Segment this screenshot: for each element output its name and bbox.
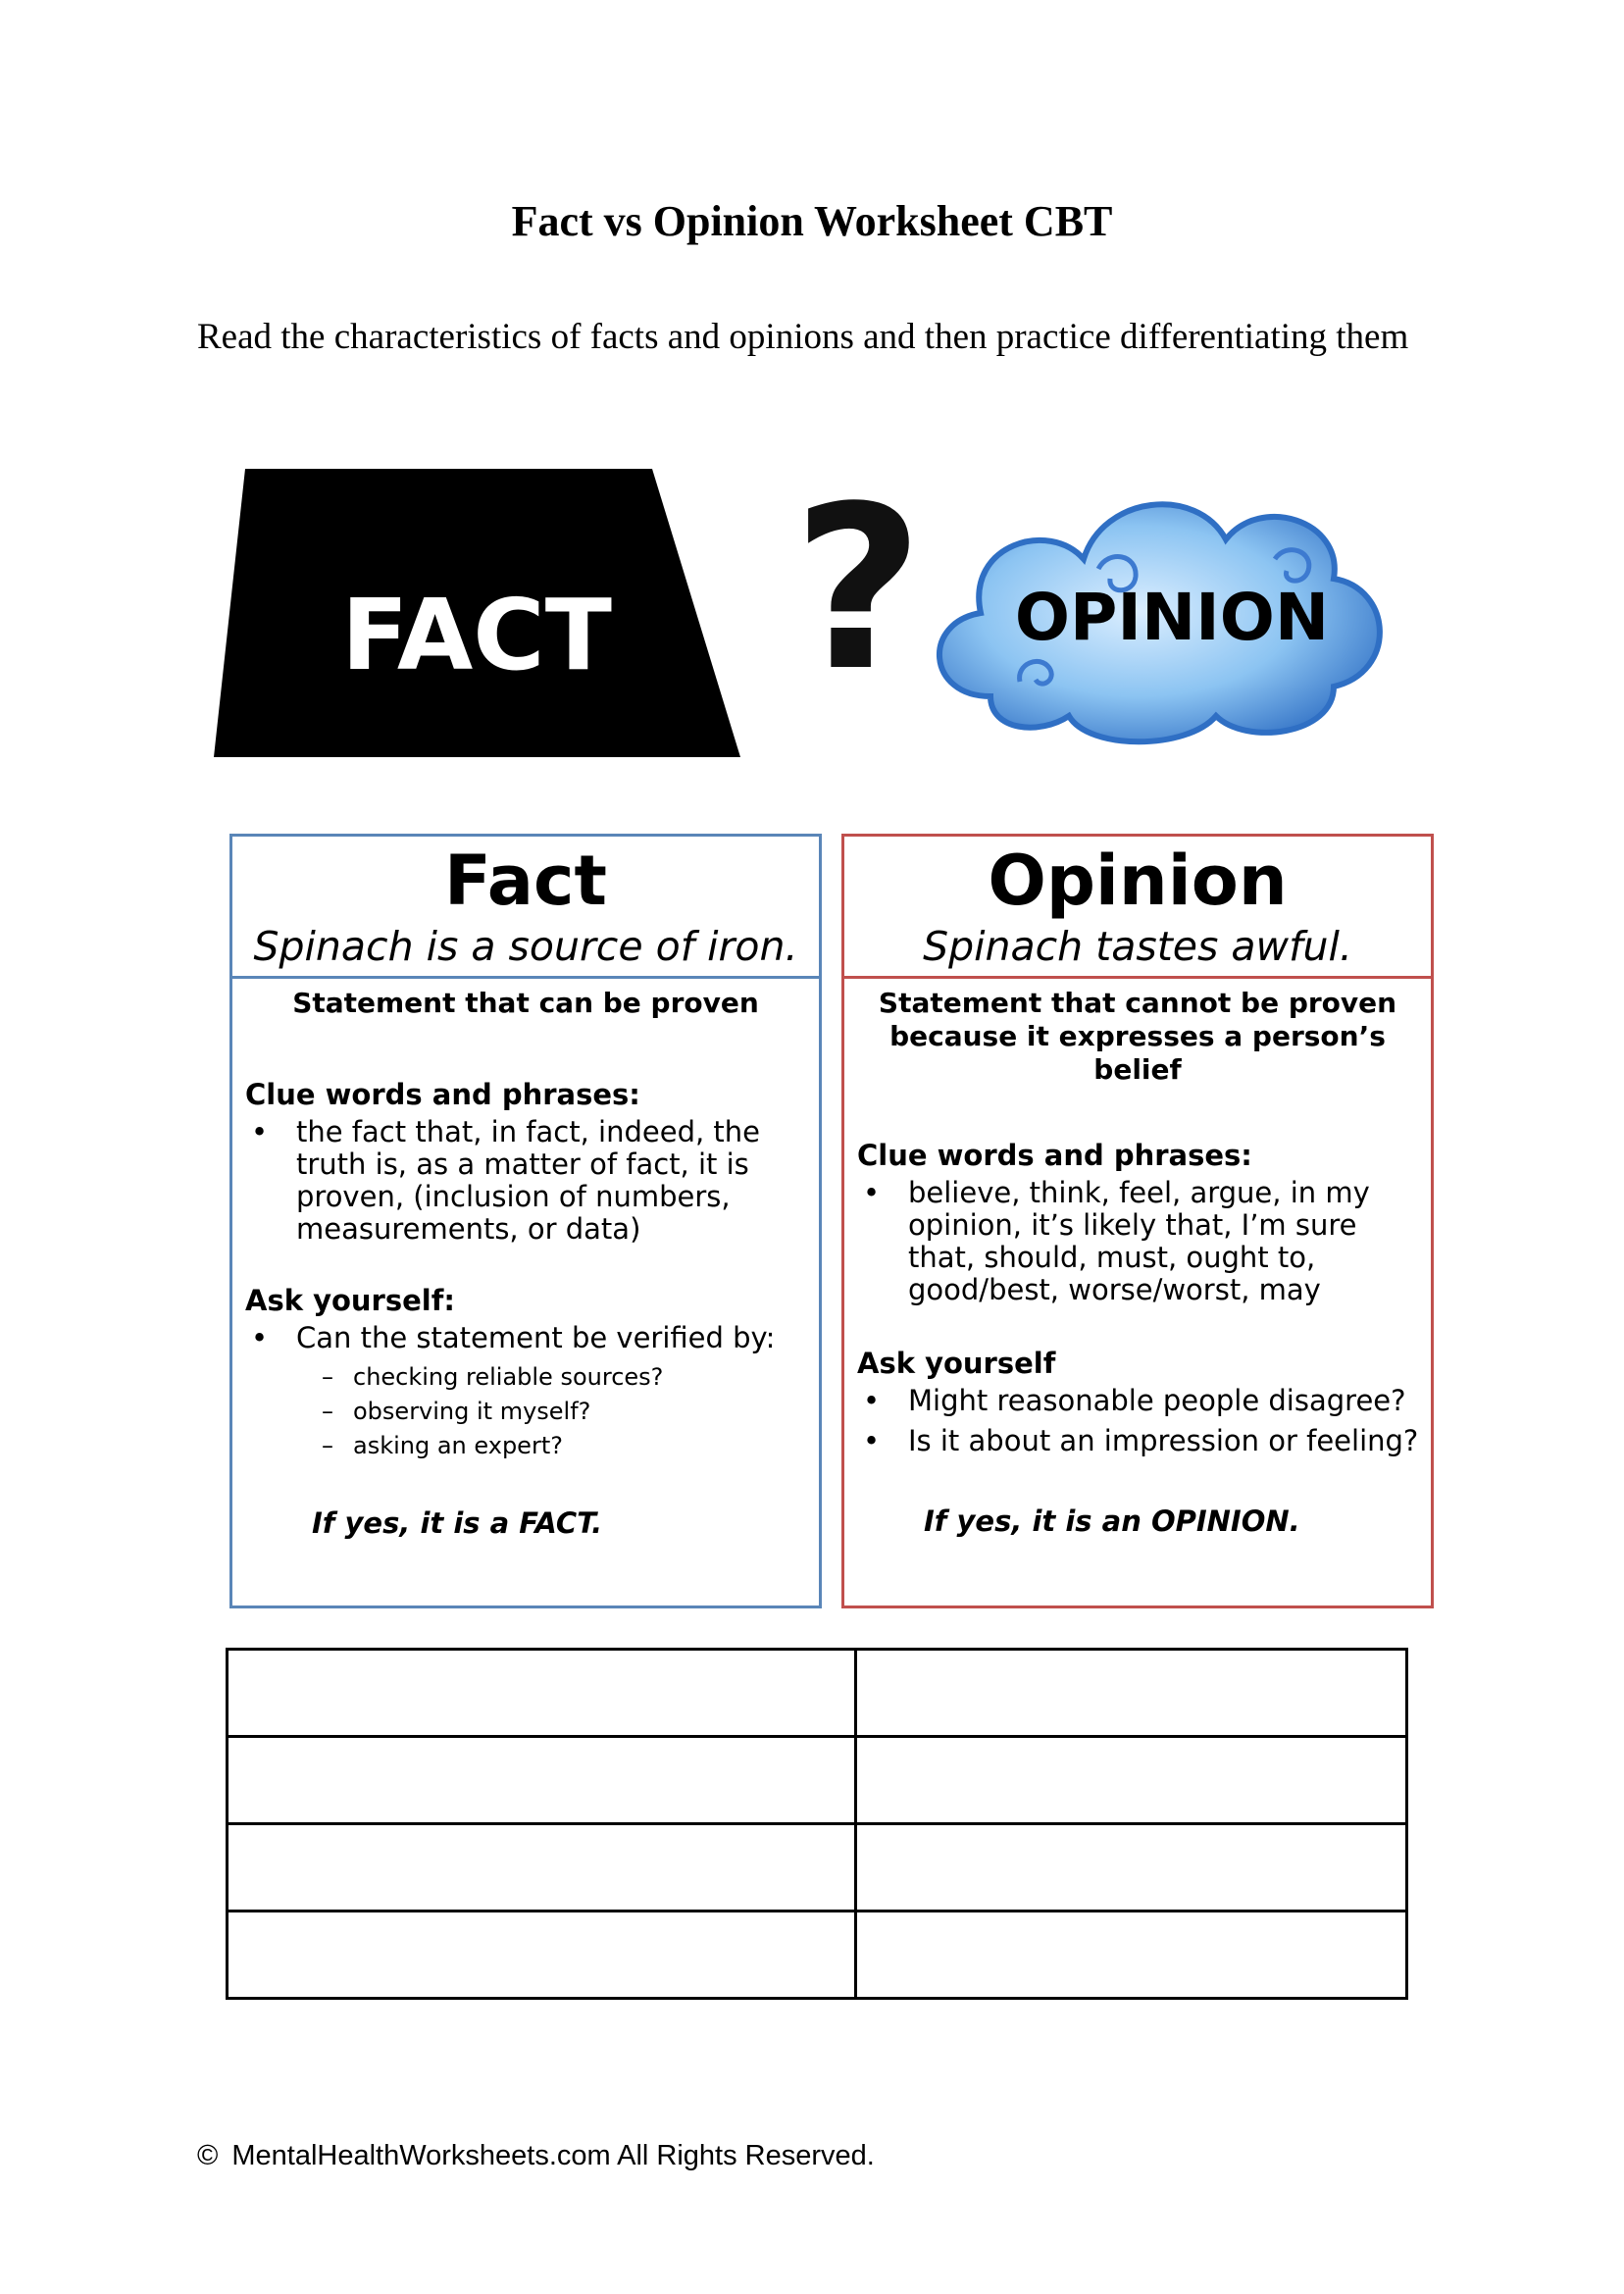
fact-box [229, 834, 822, 1608]
answer-cell[interactable] [856, 1737, 1407, 1824]
answer-cell[interactable] [228, 1912, 856, 1999]
fact-clue-list [245, 1116, 819, 1246]
answer-cell[interactable] [856, 1650, 1407, 1737]
list-item: – observing it myself? [322, 1398, 591, 1425]
fact-heading: Fact [444, 841, 607, 921]
opinion-conclusion: If yes, it is an OPINION. [924, 1504, 1300, 1538]
opinion-clue-list [857, 1177, 1431, 1306]
intro-text: Read the characteristics of facts and opinions and then practice differentiating them [197, 317, 1409, 357]
footer-text: MentalHealthWorksheets.com All Rights Reserved. [231, 2140, 875, 2171]
table-row [228, 1824, 1407, 1912]
list-item: • the fact that, in fact, indeed, the truth is, as a matter of fact, it is proven, (inclusion of numbers, measurements, or data) [251, 1115, 761, 1246]
fact-box-body [232, 987, 819, 1540]
list-item: – checking reliable sources? [322, 1363, 664, 1391]
fact-opinion-banner [206, 451, 1442, 765]
list-item: • believe, think, feel, argue, in my opinion, it’s likely that, I’m sure that, should, must, ought to, good/best, worse/worst, may [863, 1176, 1370, 1306]
answer-cell[interactable] [856, 1824, 1407, 1912]
opinion-definition: Statement that cannot be proven because it expresses a person’s belief [878, 987, 1397, 1086]
page-title: Fact vs Opinion Worksheet CBT [511, 197, 1113, 245]
opinion-example: Spinach tastes awful. [923, 923, 1352, 970]
footer [197, 2140, 875, 2172]
fact-word: FACT [341, 578, 612, 692]
copyright-icon: © [197, 2140, 219, 2171]
fact-ask-title: Ask yourself: [245, 1284, 455, 1317]
table-row [228, 1737, 1407, 1824]
opinion-ask-title: Ask yourself [857, 1347, 1056, 1380]
fact-box-header [232, 837, 819, 979]
opinion-heading: Opinion [988, 841, 1288, 921]
fact-block [214, 469, 740, 757]
question-mark-icon: ? [792, 459, 924, 721]
opinion-ask-list [857, 1385, 1431, 1457]
answer-cell[interactable] [228, 1650, 856, 1737]
answer-table [226, 1648, 1408, 2000]
opinion-box-header [844, 837, 1431, 979]
fact-clue-title: Clue words and phrases: [245, 1078, 640, 1111]
opinion-box [841, 834, 1434, 1608]
fact-verify-list [245, 1360, 819, 1463]
list-item: • Might reasonable people disagree? [863, 1384, 1406, 1417]
opinion-clue-title: Clue words and phrases: [857, 1139, 1252, 1172]
answer-cell[interactable] [228, 1737, 856, 1824]
list-item: • Can the statement be verified by: [251, 1321, 776, 1354]
list-item: – asking an expert? [322, 1432, 563, 1459]
opinion-box-body [844, 987, 1431, 1538]
answer-cell[interactable] [228, 1824, 856, 1912]
fact-example: Spinach is a source of iron. [253, 923, 798, 970]
table-row [228, 1650, 1407, 1737]
fact-ask-list [245, 1322, 819, 1354]
table-row [228, 1912, 1407, 1999]
list-item: • Is it about an impression or feeling? [863, 1424, 1419, 1457]
fact-conclusion: If yes, it is a FACT. [312, 1506, 603, 1540]
opinion-cloud [939, 504, 1380, 741]
fact-definition: Statement that can be proven [292, 987, 759, 1019]
opinion-word: OPINION [1014, 580, 1330, 655]
answer-cell[interactable] [856, 1912, 1407, 1999]
